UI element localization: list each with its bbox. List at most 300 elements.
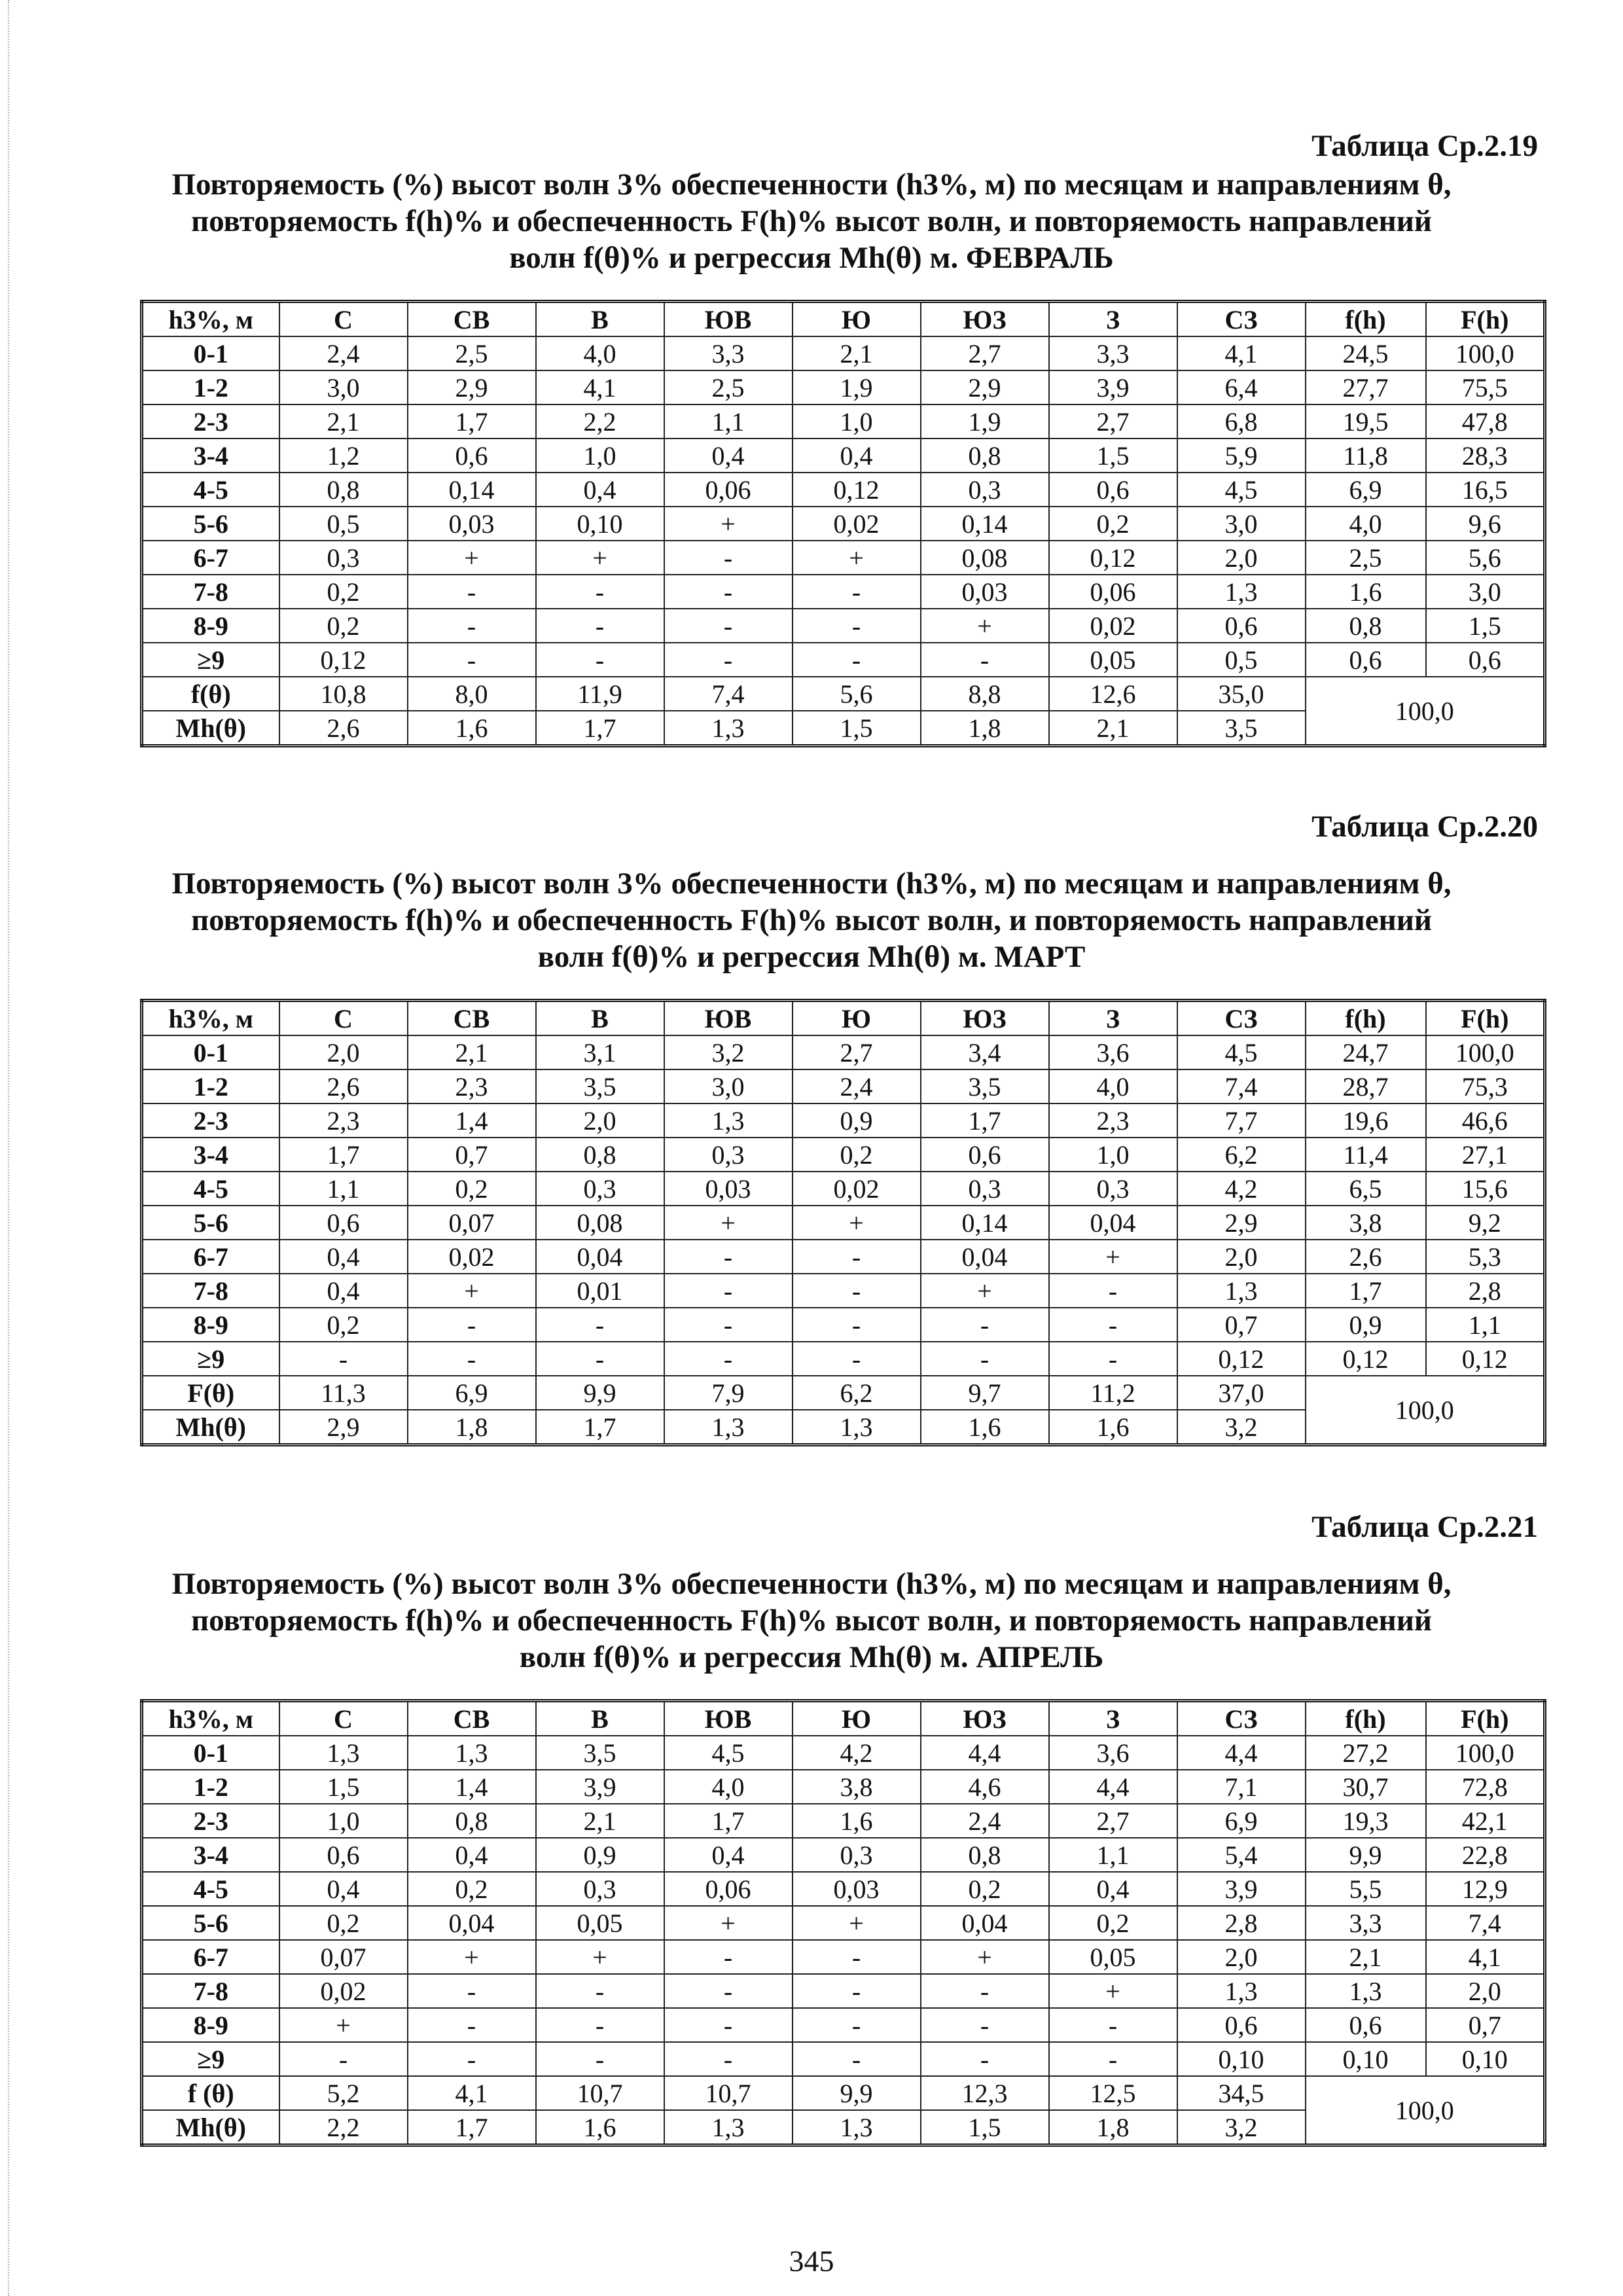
value-cell: - [921, 1342, 1049, 1376]
value-cell: 4,1 [536, 370, 664, 404]
value-cell: - [1049, 2042, 1177, 2076]
column-header: В [536, 1701, 664, 1736]
height-range-cell: 7-8 [142, 1974, 279, 2008]
value-cell: 0,08 [536, 1206, 664, 1240]
value-cell: 1,6 [793, 1804, 921, 1838]
row-label-cell: Mh(θ) [142, 1410, 279, 1445]
value-cell: 2,2 [536, 404, 664, 439]
caption-line-2: повторяемость f(h)% и обеспеченность F(h)% высот волн, и повторяемость направлений [191, 204, 1432, 238]
value-cell: 0,12 [1177, 1342, 1306, 1376]
value-cell: 28,7 [1306, 1069, 1426, 1103]
value-cell: 6,9 [1306, 473, 1426, 507]
value-cell: 0,02 [1049, 609, 1177, 643]
value-cell: 0,3 [921, 1172, 1049, 1206]
value-cell: 7,4 [664, 677, 793, 711]
value-cell: 2,4 [793, 1069, 921, 1103]
value-cell: 1,5 [1426, 609, 1545, 643]
value-cell: + [536, 541, 664, 575]
value-cell: 72,8 [1426, 1770, 1545, 1804]
value-cell: 0,2 [921, 1872, 1049, 1906]
value-cell: 2,3 [1049, 1103, 1177, 1138]
value-cell: 0,8 [279, 473, 408, 507]
value-cell: 0,04 [536, 1240, 664, 1274]
column-header: С [279, 1001, 408, 1036]
value-cell: 1,3 [1177, 1274, 1306, 1308]
column-header: Ю [793, 1701, 921, 1736]
table-row [142, 1838, 1545, 1872]
value-cell: 16,5 [1426, 473, 1545, 507]
height-range-cell: 5-6 [142, 1906, 279, 1940]
value-cell: 2,8 [1177, 1906, 1306, 1940]
caption-line-2: повторяемость f(h)% и обеспеченность F(h)% высот волн, и повторяемость направлений [191, 1604, 1432, 1638]
value-cell: 0,02 [793, 1172, 921, 1206]
value-cell: + [793, 541, 921, 575]
value-cell: 0,6 [1306, 2008, 1426, 2042]
value-cell: 9,2 [1426, 1206, 1545, 1240]
value-cell: 47,8 [1426, 404, 1545, 439]
value-cell: - [921, 2042, 1049, 2076]
value-cell: 2,9 [1177, 1206, 1306, 1240]
scan-binding-edge [0, 0, 9, 2296]
value-cell: 2,1 [793, 336, 921, 370]
value-cell: 1,8 [1049, 2110, 1177, 2145]
value-cell: + [279, 2008, 408, 2042]
value-cell: 5,6 [1426, 541, 1545, 575]
value-cell: 24,7 [1306, 1035, 1426, 1069]
value-cell: 1,5 [793, 711, 921, 746]
value-cell: - [921, 2008, 1049, 2042]
total-cell: 100,0 [1306, 677, 1545, 746]
value-cell: - [921, 1308, 1049, 1342]
column-header: h3%, м [142, 1701, 279, 1736]
value-cell: 0,6 [1177, 609, 1306, 643]
value-cell: - [664, 1274, 793, 1308]
value-cell: 0,6 [408, 439, 536, 473]
value-cell: 0,14 [408, 473, 536, 507]
value-cell: - [408, 575, 536, 609]
value-cell: 0,9 [793, 1103, 921, 1138]
value-cell: 1,0 [1049, 1138, 1177, 1172]
value-cell: 12,9 [1426, 1872, 1545, 1906]
value-cell: 6,9 [408, 1376, 536, 1410]
value-cell: 0,8 [536, 1138, 664, 1172]
value-cell: 9,7 [921, 1376, 1049, 1410]
value-cell: 10,8 [279, 677, 408, 711]
value-cell: 12,3 [921, 2076, 1049, 2110]
value-cell: 0,2 [793, 1138, 921, 1172]
value-cell: 2,9 [279, 1410, 408, 1445]
value-cell: 0,4 [793, 439, 921, 473]
caption-line-3: волн f(θ)% и регрессия Mh(θ) м. АПРЕЛЬ [519, 1640, 1104, 1674]
table-row [142, 1206, 1545, 1240]
value-cell: - [921, 1974, 1049, 2008]
height-range-cell: 0-1 [142, 1736, 279, 1770]
value-cell: + [408, 1274, 536, 1308]
value-cell: 27,7 [1306, 370, 1426, 404]
table-header-row [142, 1001, 1545, 1036]
value-cell: 0,04 [921, 1906, 1049, 1940]
height-range-cell: 6-7 [142, 1940, 279, 1974]
value-cell: - [1049, 1274, 1177, 1308]
table-row [142, 1274, 1545, 1308]
value-cell: 9,9 [793, 2076, 921, 2110]
value-cell: - [664, 1940, 793, 1974]
column-header: ЮВ [664, 302, 793, 337]
value-cell: 1,7 [279, 1138, 408, 1172]
value-cell: 0,2 [408, 1172, 536, 1206]
value-cell: 0,03 [793, 1872, 921, 1906]
column-header: ЮЗ [921, 1001, 1049, 1036]
value-cell: 0,2 [1049, 507, 1177, 541]
value-cell: 7,7 [1177, 1103, 1306, 1138]
column-header: В [536, 1001, 664, 1036]
value-cell: + [664, 507, 793, 541]
table-row [142, 1940, 1545, 1974]
value-cell: 0,06 [1049, 575, 1177, 609]
value-cell: 4,0 [536, 336, 664, 370]
value-cell: 0,03 [408, 507, 536, 541]
value-cell: 3,9 [1049, 370, 1177, 404]
value-cell: 0,2 [1049, 1906, 1177, 1940]
value-cell: 0,7 [1426, 2008, 1545, 2042]
height-range-cell: 2-3 [142, 1804, 279, 1838]
value-cell: 1,3 [793, 2110, 921, 2145]
value-cell: 2,1 [536, 1804, 664, 1838]
value-cell: 3,5 [536, 1736, 664, 1770]
value-cell: 0,04 [408, 1906, 536, 1940]
wave-height-table [140, 1699, 1546, 2147]
height-range-cell: ≥9 [142, 2042, 279, 2076]
wave-height-table [140, 999, 1546, 1446]
value-cell: 27,2 [1306, 1736, 1426, 1770]
value-cell: 4,5 [1177, 473, 1306, 507]
table-row [142, 439, 1545, 473]
value-cell: 1,0 [536, 439, 664, 473]
table-row [142, 643, 1545, 677]
value-cell: 0,3 [536, 1172, 664, 1206]
height-range-cell: 4-5 [142, 1872, 279, 1906]
value-cell: 2,5 [1306, 541, 1426, 575]
value-cell: 24,5 [1306, 336, 1426, 370]
value-cell: 0,06 [664, 473, 793, 507]
value-cell: - [408, 1342, 536, 1376]
value-cell: 1,0 [793, 404, 921, 439]
value-cell: 0,3 [664, 1138, 793, 1172]
direction-frequency-row [142, 2076, 1545, 2110]
column-header: З [1049, 302, 1177, 337]
value-cell: 11,2 [1049, 1376, 1177, 1410]
height-range-cell: 8-9 [142, 1308, 279, 1342]
row-label-cell: F(θ) [142, 1376, 279, 1410]
table-row [142, 370, 1545, 404]
column-header: h3%, м [142, 1001, 279, 1036]
value-cell: 2,1 [408, 1035, 536, 1069]
value-cell: 0,3 [921, 473, 1049, 507]
value-cell: 1,6 [536, 2110, 664, 2145]
value-cell: - [793, 1240, 921, 1274]
value-cell: 6,9 [1177, 1804, 1306, 1838]
value-cell: 3,4 [921, 1035, 1049, 1069]
value-cell: 0,6 [279, 1206, 408, 1240]
value-cell: 42,1 [1426, 1804, 1545, 1838]
value-cell: 1,7 [1306, 1274, 1426, 1308]
value-cell: 11,8 [1306, 439, 1426, 473]
height-range-cell: 3-4 [142, 1838, 279, 1872]
value-cell: 1,5 [1049, 439, 1177, 473]
value-cell: 0,03 [664, 1172, 793, 1206]
value-cell: 0,02 [793, 507, 921, 541]
value-cell: 1,8 [921, 711, 1049, 746]
value-cell: 1,3 [664, 1410, 793, 1445]
height-range-cell: 0-1 [142, 336, 279, 370]
table-row [142, 1736, 1545, 1770]
value-cell: 2,6 [1306, 1240, 1426, 1274]
value-cell: - [536, 609, 664, 643]
column-header: h3%, м [142, 302, 279, 337]
value-cell: 6,8 [1177, 404, 1306, 439]
value-cell: 2,1 [279, 404, 408, 439]
value-cell: 2,0 [536, 1103, 664, 1138]
caption-line-3: волн f(θ)% и регрессия Mh(θ) м. ФЕВРАЛЬ [509, 241, 1114, 275]
value-cell: 1,3 [279, 1736, 408, 1770]
value-cell: 1,3 [793, 1410, 921, 1445]
column-header: ЮВ [664, 1701, 793, 1736]
value-cell: + [921, 609, 1049, 643]
value-cell: 34,5 [1177, 2076, 1306, 2110]
value-cell: + [408, 541, 536, 575]
value-cell: 1,9 [793, 370, 921, 404]
value-cell: - [536, 575, 664, 609]
page-number: 345 [789, 2244, 834, 2278]
column-header: f(h) [1306, 1001, 1426, 1036]
value-cell: 2,3 [279, 1103, 408, 1138]
table-caption [0, 1566, 1623, 1676]
value-cell: 15,6 [1426, 1172, 1545, 1206]
column-header: СВ [408, 302, 536, 337]
value-cell: 5,4 [1177, 1838, 1306, 1872]
value-cell: 4,5 [664, 1736, 793, 1770]
value-cell: - [536, 643, 664, 677]
height-range-cell: 3-4 [142, 1138, 279, 1172]
caption-line-1: Повторяемость (%) высот волн 3% обеспеченности (h3%, м) по месяцам и направлениям θ, [171, 1567, 1452, 1601]
value-cell: 0,4 [664, 1838, 793, 1872]
height-range-cell: 5-6 [142, 1206, 279, 1240]
value-cell: 3,9 [536, 1770, 664, 1804]
height-range-cell: 5-6 [142, 507, 279, 541]
value-cell: - [279, 2042, 408, 2076]
value-cell: 1,7 [408, 2110, 536, 2145]
value-cell: - [408, 2008, 536, 2042]
value-cell: 3,5 [921, 1069, 1049, 1103]
value-cell: 6,2 [793, 1376, 921, 1410]
value-cell: 4,1 [1177, 336, 1306, 370]
height-range-cell: 6-7 [142, 541, 279, 575]
value-cell: 3,3 [1306, 1906, 1426, 1940]
value-cell: 0,6 [1306, 643, 1426, 677]
value-cell: 0,05 [536, 1906, 664, 1940]
value-cell: 4,1 [408, 2076, 536, 2110]
column-header: Ю [793, 1001, 921, 1036]
value-cell: 1,0 [279, 1804, 408, 1838]
value-cell: 0,10 [1177, 2042, 1306, 2076]
value-cell: 0,6 [1426, 643, 1545, 677]
row-label-cell: Mh(θ) [142, 2110, 279, 2145]
value-cell: - [664, 643, 793, 677]
value-cell: 19,3 [1306, 1804, 1426, 1838]
value-cell: 100,0 [1426, 1736, 1545, 1770]
value-cell: 0,2 [279, 609, 408, 643]
value-cell: 1,7 [536, 1410, 664, 1445]
table-row [142, 1103, 1545, 1138]
total-cell: 100,0 [1306, 2076, 1545, 2145]
value-cell: 5,3 [1426, 1240, 1545, 1274]
value-cell: 0,9 [1306, 1308, 1426, 1342]
value-cell: - [793, 609, 921, 643]
column-header: С [279, 1701, 408, 1736]
column-header: СВ [408, 1701, 536, 1736]
value-cell: - [279, 1342, 408, 1376]
height-range-cell: 7-8 [142, 575, 279, 609]
column-header: СЗ [1177, 302, 1306, 337]
value-cell: 1,3 [1306, 1974, 1426, 2008]
value-cell: 1,3 [408, 1736, 536, 1770]
value-cell: - [408, 2042, 536, 2076]
value-cell: 3,2 [664, 1035, 793, 1069]
value-cell: - [536, 1308, 664, 1342]
value-cell: 1,4 [408, 1770, 536, 1804]
value-cell: - [664, 541, 793, 575]
height-range-cell: 2-3 [142, 404, 279, 439]
table-caption [0, 166, 1623, 276]
height-range-cell: 3-4 [142, 439, 279, 473]
value-cell: 1,7 [664, 1804, 793, 1838]
value-cell: 10,7 [536, 2076, 664, 2110]
value-cell: 100,0 [1426, 1035, 1545, 1069]
value-cell: 5,6 [793, 677, 921, 711]
value-cell: 2,1 [1049, 711, 1177, 746]
column-header: ЮЗ [921, 1701, 1049, 1736]
value-cell: 2,7 [1049, 404, 1177, 439]
value-cell: 3,0 [664, 1069, 793, 1103]
height-range-cell: 1-2 [142, 1069, 279, 1103]
height-range-cell: 2-3 [142, 1103, 279, 1138]
value-cell: + [536, 1940, 664, 1974]
value-cell: 0,12 [1049, 541, 1177, 575]
value-cell: 0,02 [279, 1974, 408, 2008]
value-cell: 6,5 [1306, 1172, 1426, 1206]
wave-height-table [140, 300, 1546, 747]
value-cell: - [664, 1342, 793, 1376]
value-cell: 0,8 [921, 439, 1049, 473]
value-cell: 19,5 [1306, 404, 1426, 439]
value-cell: - [793, 1274, 921, 1308]
value-cell: 7,4 [1426, 1906, 1545, 1940]
value-cell: 7,4 [1177, 1069, 1306, 1103]
value-cell: - [793, 1940, 921, 1974]
table-row [142, 1240, 1545, 1274]
table-row [142, 473, 1545, 507]
value-cell: 0,7 [1177, 1308, 1306, 1342]
column-header: СЗ [1177, 1701, 1306, 1736]
value-cell: - [1049, 2008, 1177, 2042]
value-cell: 2,4 [921, 1804, 1049, 1838]
value-cell: 2,2 [279, 2110, 408, 2145]
value-cell: 0,08 [921, 541, 1049, 575]
value-cell: 0,5 [279, 507, 408, 541]
value-cell: 8,8 [921, 677, 1049, 711]
value-cell: 3,3 [1049, 336, 1177, 370]
value-cell: 4,5 [1177, 1035, 1306, 1069]
table-row [142, 1342, 1545, 1376]
value-cell: - [1049, 1342, 1177, 1376]
row-label-cell: Mh(θ) [142, 711, 279, 746]
value-cell: 6,2 [1177, 1138, 1306, 1172]
value-cell: 4,0 [1049, 1069, 1177, 1103]
value-cell: 3,9 [1177, 1872, 1306, 1906]
value-cell: 11,9 [536, 677, 664, 711]
value-cell: 1,3 [664, 2110, 793, 2145]
height-range-cell: 7-8 [142, 1274, 279, 1308]
value-cell: 7,9 [664, 1376, 793, 1410]
value-cell: 28,3 [1426, 439, 1545, 473]
value-cell: 4,0 [664, 1770, 793, 1804]
value-cell: 4,6 [921, 1770, 1049, 1804]
value-cell: 1,6 [1049, 1410, 1177, 1445]
value-cell: 1,3 [1177, 575, 1306, 609]
value-cell: 0,04 [921, 1240, 1049, 1274]
value-cell: 0,4 [279, 1872, 408, 1906]
table-label: Таблица Ср.2.19 [1311, 129, 1538, 163]
column-header: В [536, 302, 664, 337]
value-cell: 9,6 [1426, 507, 1545, 541]
value-cell: - [664, 1240, 793, 1274]
value-cell: 0,6 [279, 1838, 408, 1872]
value-cell: 100,0 [1426, 336, 1545, 370]
value-cell: 2,9 [408, 370, 536, 404]
value-cell: 0,4 [408, 1838, 536, 1872]
value-cell: 30,7 [1306, 1770, 1426, 1804]
value-cell: 4,1 [1426, 1940, 1545, 1974]
value-cell: 1,3 [1177, 1974, 1306, 2008]
value-cell: 10,7 [664, 2076, 793, 2110]
value-cell: 4,2 [793, 1736, 921, 1770]
value-cell: 0,06 [664, 1872, 793, 1906]
value-cell: 5,9 [1177, 439, 1306, 473]
value-cell: 0,10 [1426, 2042, 1545, 2076]
column-header: F(h) [1426, 1701, 1545, 1736]
value-cell: 1,8 [408, 1410, 536, 1445]
value-cell: - [664, 1308, 793, 1342]
value-cell: 0,07 [279, 1940, 408, 1974]
table-label: Таблица Ср.2.21 [1311, 1510, 1538, 1544]
value-cell: - [793, 1308, 921, 1342]
value-cell: 0,2 [279, 1308, 408, 1342]
column-header: ЮЗ [921, 302, 1049, 337]
value-cell: 1,6 [921, 1410, 1049, 1445]
table-row [142, 1770, 1545, 1804]
value-cell: 0,4 [1049, 1872, 1177, 1906]
value-cell: 75,5 [1426, 370, 1545, 404]
caption-line-3: волн f(θ)% и регрессия Mh(θ) м. МАРТ [537, 940, 1086, 974]
value-cell: 1,7 [536, 711, 664, 746]
value-cell: 11,3 [279, 1376, 408, 1410]
value-cell: 1,6 [408, 711, 536, 746]
value-cell: 3,6 [1049, 1736, 1177, 1770]
table-row [142, 609, 1545, 643]
column-header: СВ [408, 1001, 536, 1036]
value-cell: 37,0 [1177, 1376, 1306, 1410]
value-cell: - [793, 1974, 921, 2008]
